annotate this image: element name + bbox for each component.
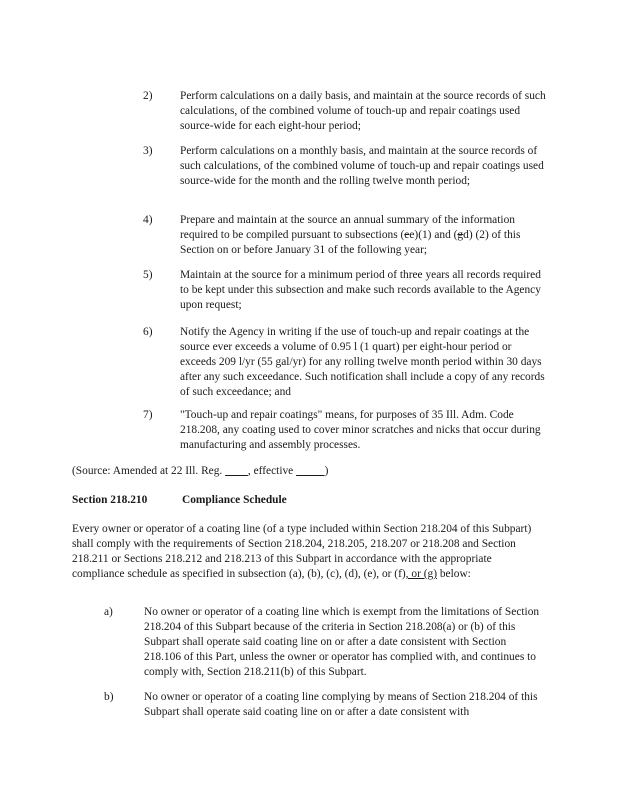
- source-text: (Source: Amended at: [72, 465, 172, 477]
- body-text: below:: [437, 568, 471, 580]
- section-body: [72, 522, 544, 582]
- subsection-text: No owner or operator of a coating line which is exempt from the limitations of Section 218.204 of this Subpart because of the criteria in Section 218.208(a) or (b) of this Subpart shall operate said coating line on or after a date consistent with Section 218.106 of this Part, unless the owner or operator has complied with, and continues to comply with, Section 218.211(b) of this Subpart.: [144, 606, 540, 678]
- item-text: [180, 213, 550, 258]
- source-text: Ill. Reg.: [182, 465, 226, 477]
- section-number: Section 218.210: [72, 494, 148, 506]
- struck-text: g: [457, 229, 464, 241]
- item-text: Perform calculations on a daily basis, and maintain at the source records of such calculations, of the combined volume of touch-up and repair coatings used source-wide for each eight-hour period;: [180, 90, 546, 132]
- item-text: "Touch-up and repair coatings" means, for purposes of 35 Ill. Adm. Code 218.208, any coating used to cover minor scratches and nicks that occur during manufacturing and assembly processes.: [180, 409, 541, 451]
- section-title: Compliance Schedule: [182, 494, 287, 506]
- source-blank: [296, 465, 324, 477]
- item-text-part: d) (2) of this Section on or before January 31 of the following year;: [180, 229, 521, 256]
- item-number: 5): [143, 269, 153, 281]
- subsection-letter: b): [104, 691, 114, 703]
- item-number: 3): [143, 145, 153, 157]
- item-text-part: Prepare and maintain at the source an annual summary of the information required to be compiled pursuant to subsections (: [180, 214, 515, 241]
- item-text: Maintain at the source for a minimum period of three years all records required to be kept under this subsection and make such records available to the Agency upon request;: [180, 269, 541, 311]
- item-text-part: e)(1) and (: [409, 229, 458, 241]
- source-volume: 22: [171, 465, 183, 477]
- item-number: 6): [143, 326, 153, 338]
- source-note: [72, 464, 542, 479]
- item-number: 4): [143, 214, 153, 226]
- item-number: 2): [143, 90, 153, 102]
- source-text: , effective: [247, 465, 297, 477]
- source-text: ): [324, 465, 329, 477]
- struck-text: e: [404, 229, 410, 241]
- subsection-letter: a): [104, 606, 113, 618]
- item-text: Perform calculations on a monthly basis, and maintain at the source records of such calculations, of the combined volume of touch-up and repair coatings used source-wide for the month and the rolling twelve month period;: [180, 145, 544, 187]
- item-number: 7): [143, 409, 153, 421]
- item-text: Notify the Agency in writing if the use of touch-up and repair coatings at the source ever exceeds a volume of 0.95 l (1 quart) per eight-hour period or exceeds 209 l/yr (55 gal/yr) for any rolling twelve month period within 30 days after any such exceedance. Such notification shall include a copy of any records of such exceedance; and: [180, 326, 545, 398]
- subsection-text: No owner or operator of a coating line complying by means of Section 218.204 of this Subpart shall operate said coating line on or after a date consistent with: [144, 691, 538, 718]
- inserted-text: , or (g): [405, 568, 437, 580]
- body-text: Every owner or operator of a coating line (of a type included within Section 218.204 of this Subpart) shall comply with the requirements of Section 218.204, 218.205, 218.207 or 218.208 and Section 218.211 or Sections 218.212 and 218.213 of this Subpart in accordance with the appropriate compliance schedule as specified in subsection (a), (b), (c), (d), (e), or (f): [72, 523, 532, 580]
- source-blank: [225, 465, 248, 477]
